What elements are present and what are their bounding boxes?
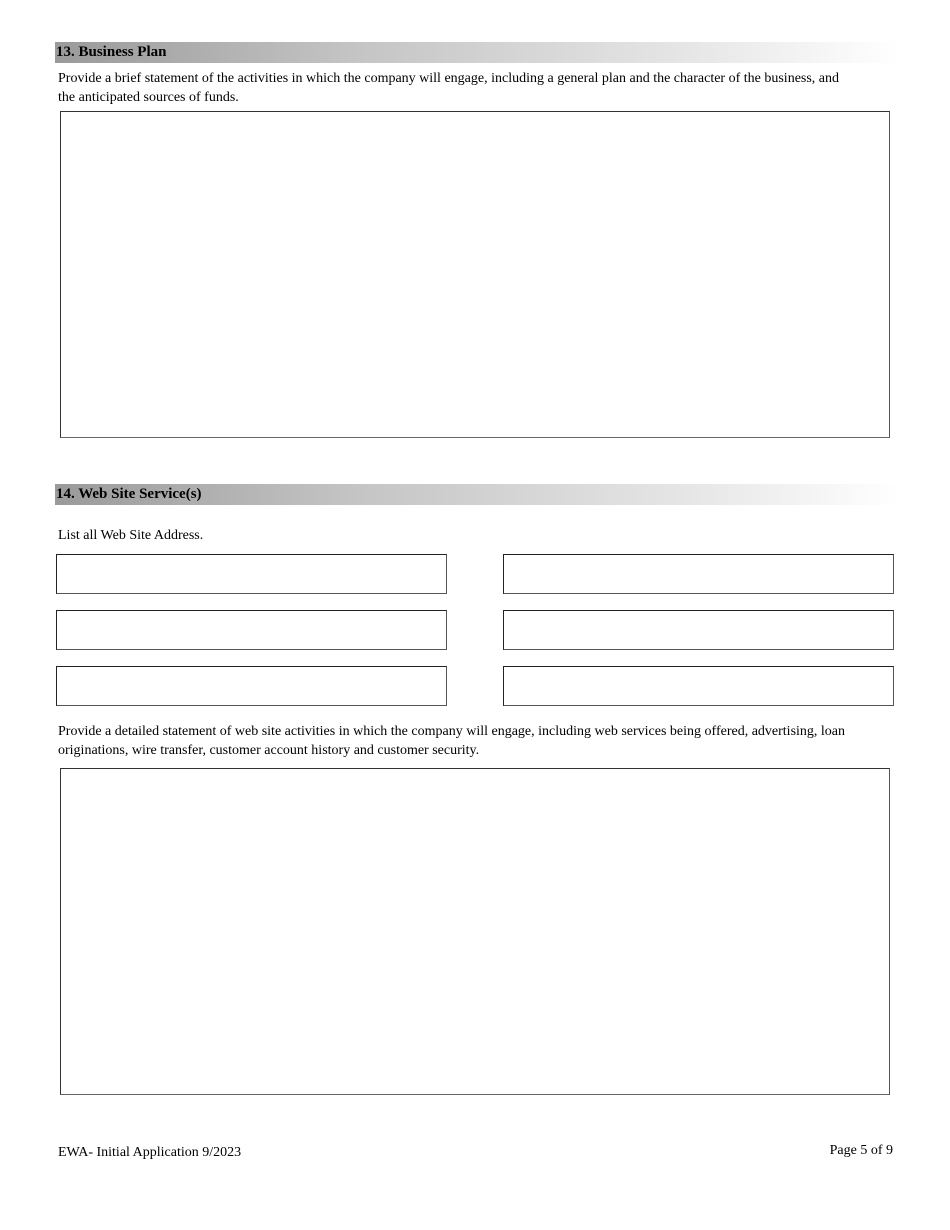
web-site-list-label: List all Web Site Address.: [58, 528, 204, 543]
web-address-field-1[interactable]: [56, 554, 447, 594]
web-address-field-6[interactable]: [503, 666, 894, 706]
web-site-services-header: 14. Web Site Service(s): [55, 484, 900, 505]
web-site-activities-textarea[interactable]: [60, 768, 890, 1095]
business-plan-instruction: Provide a brief statement of the activities in which the company will engage, including a general plan and the character of the business, and the anticipated sources of funds.: [58, 71, 840, 105]
business-plan-header: 13. Business Plan: [55, 42, 900, 63]
web-address-field-3[interactable]: [56, 610, 447, 650]
form-identifier: EWA- Initial Application 9/2023: [58, 1145, 242, 1160]
web-address-field-5[interactable]: [56, 666, 447, 706]
web-site-activities-instruction: Provide a detailed statement of web site activities in which the company will engage, including web services being offered, advertising, loan originations, wire transfer, customer account history and customer security.: [58, 724, 846, 758]
web-address-field-4[interactable]: [503, 610, 894, 650]
page-number: Page 5 of 9: [829, 1143, 893, 1158]
web-address-field-2[interactable]: [503, 554, 894, 594]
business-plan-textarea[interactable]: [60, 111, 890, 438]
